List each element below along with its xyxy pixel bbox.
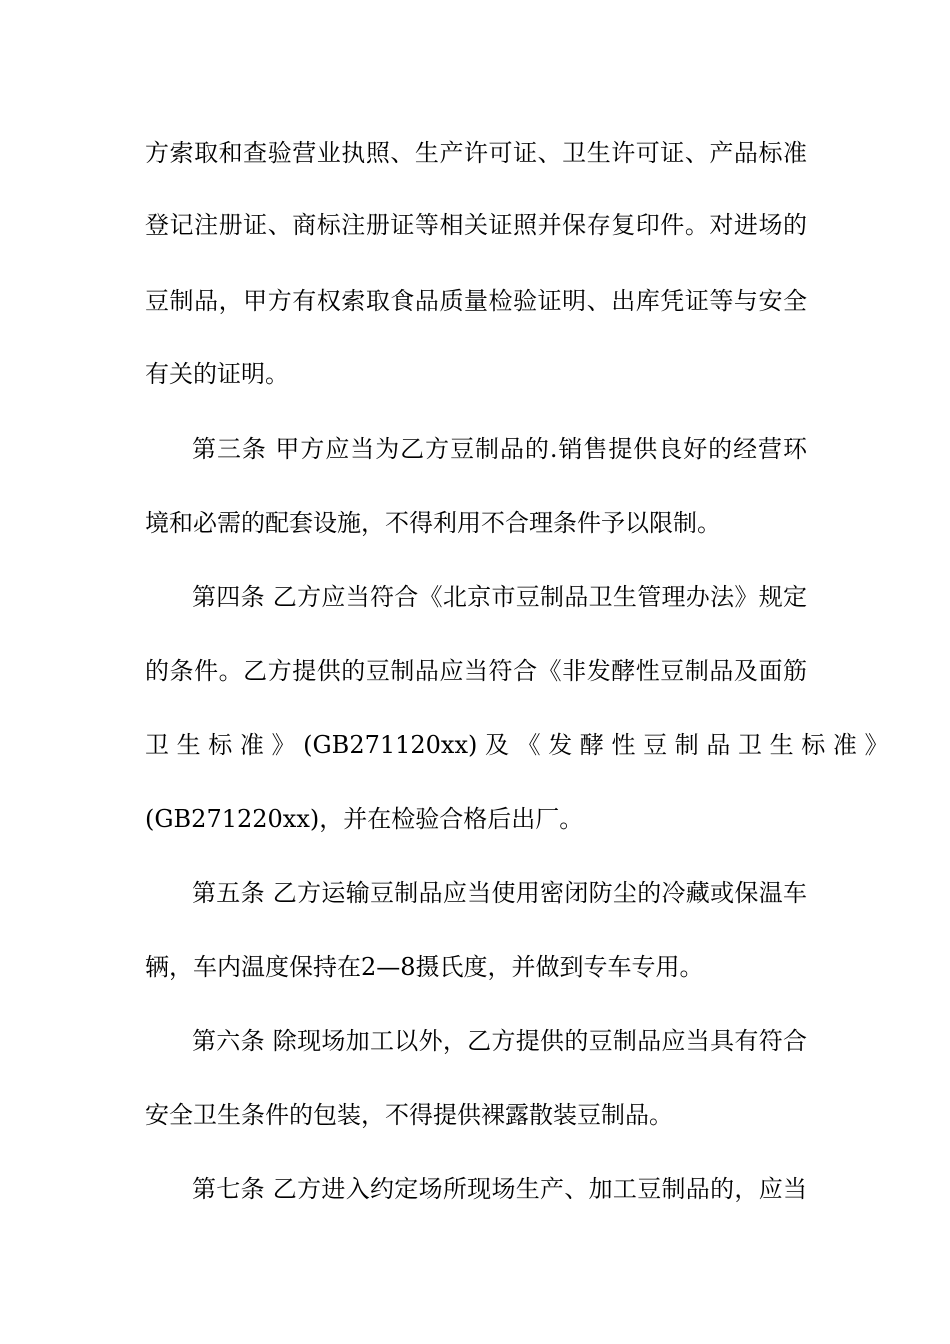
article-5-line: 第五条 乙方运输豆制品应当使用密闭防尘的冷藏或保温车 (192, 879, 807, 907)
paragraph-line: 登记注册证、商标注册证等相关证照并保存复印件。对进场的 (145, 211, 807, 239)
paragraph-line: 境和必需的配套设施，不得利用不合理条件予以限制。 (145, 509, 721, 537)
paragraph-line: 豆制品，甲方有权索取食品质量检验证明、出库凭证等与安全 (145, 287, 807, 315)
article-7-line: 第七条 乙方进入约定场所现场生产、加工豆制品的，应当 (192, 1175, 807, 1203)
paragraph-line: 安全卫生条件的包装，不得提供裸露散装豆制品。 (145, 1101, 673, 1129)
paragraph-line: 的条件。乙方提供的豆制品应当符合《非发酵性豆制品及面筋 (145, 657, 807, 685)
article-6-line: 第六条 除现场加工以外，乙方提供的豆制品应当具有符合 (192, 1027, 807, 1055)
article-4-line: 第四条 乙方应当符合《北京市豆制品卫生管理办法》规定 (192, 583, 807, 611)
paragraph-line: (GB271220xx)，并在检验合格后出厂。 (145, 805, 584, 833)
article-3-line: 第三条 甲方应当为乙方豆制品的.销售提供良好的经营环 (192, 435, 807, 463)
paragraph-line: 方索取和查验营业执照、生产许可证、卫生许可证、产品标准 (145, 139, 807, 167)
paragraph-line: 辆，车内温度保持在2—8摄氏度，并做到专车专用。 (145, 953, 704, 981)
paragraph-line: 卫 生 标 准 》 (GB271120xx) 及 《 发 酵 性 豆 制 品 卫 生 标 准 》 (145, 731, 889, 759)
paragraph-line: 有关的证明。 (145, 360, 289, 388)
